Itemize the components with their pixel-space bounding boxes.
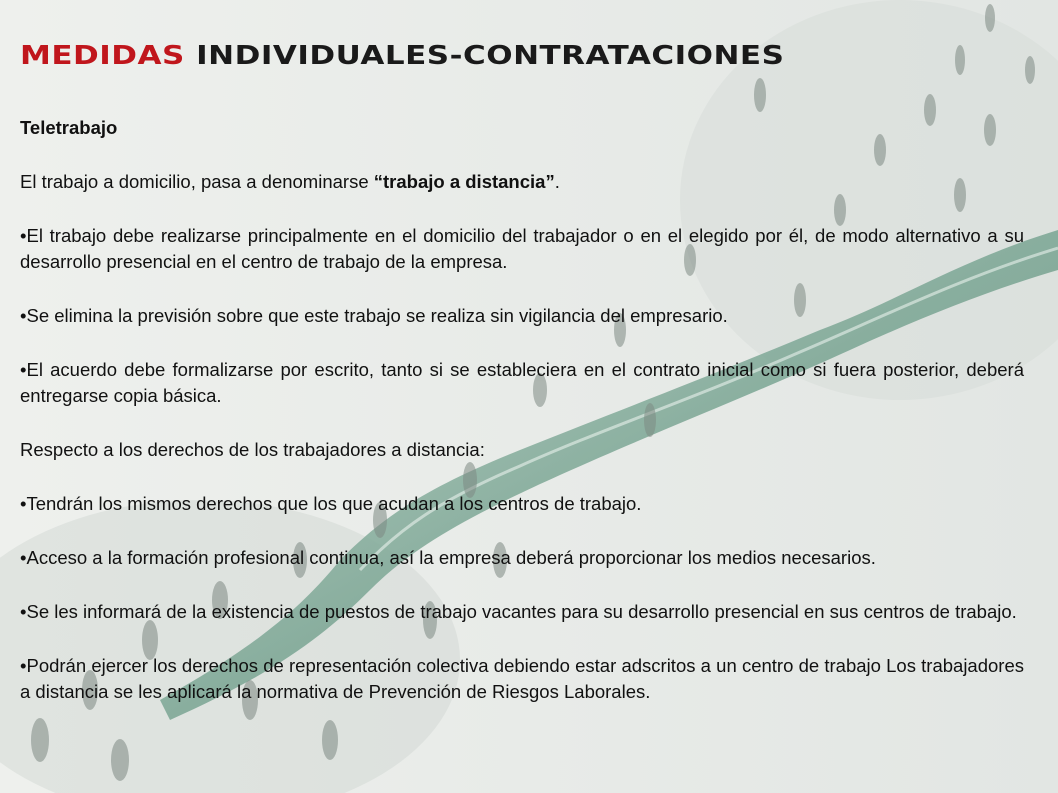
bullet-item: •Acceso a la formación profesional continua, así la empresa deberá proporcionar los medios necesarios. <box>20 547 876 568</box>
intro-prefix: El trabajo a domicilio, pasa a denominarse <box>20 171 374 192</box>
bullet-item: •El acuerdo debe formalizarse por escrito, tanto si se estableciera en el contrato inicial como si fuera posterior, deberá entregarse copia básica. <box>20 359 1024 406</box>
slide-body <box>20 115 1024 705</box>
bullet-item: •El trabajo debe realizarse principalmente en el domicilio del trabajador o en el elegido por él, de modo alternativo a su desarrollo presencial en el centro de trabajo de la empresa. <box>20 225 1024 272</box>
title-rest: INDIVIDUALES-CONTRATACIONES <box>184 41 785 71</box>
bullet-item: •Tendrán los mismos derechos que los que acudan a los centros de trabajo. <box>20 493 642 514</box>
title-accent: MEDIDAS <box>20 41 185 71</box>
bullet-item: •Se elimina la previsión sobre que este trabajo se realiza sin vigilancia del empresario. <box>20 305 728 326</box>
section-heading: Teletrabajo <box>20 117 118 138</box>
intro-paragraph <box>20 169 1024 195</box>
intro-emphasis: “trabajo a distancia” <box>373 171 555 192</box>
intro-suffix: . <box>554 171 560 192</box>
bullet-item: •Se les informará de la existencia de puestos de trabajo vacantes para su desarrollo presencial en sus centros de trabajo. <box>20 601 1017 622</box>
slide-title <box>20 38 784 74</box>
rights-intro: Respecto a los derechos de los trabajadores a distancia: <box>20 439 485 460</box>
bullet-item: •Podrán ejercer los derechos de representación colectiva debiendo estar adscritos a un centro de trabajo Los trabajadores a distancia se les aplicará la normativa de Prevención de Riesgos Laborales. <box>20 655 1024 702</box>
